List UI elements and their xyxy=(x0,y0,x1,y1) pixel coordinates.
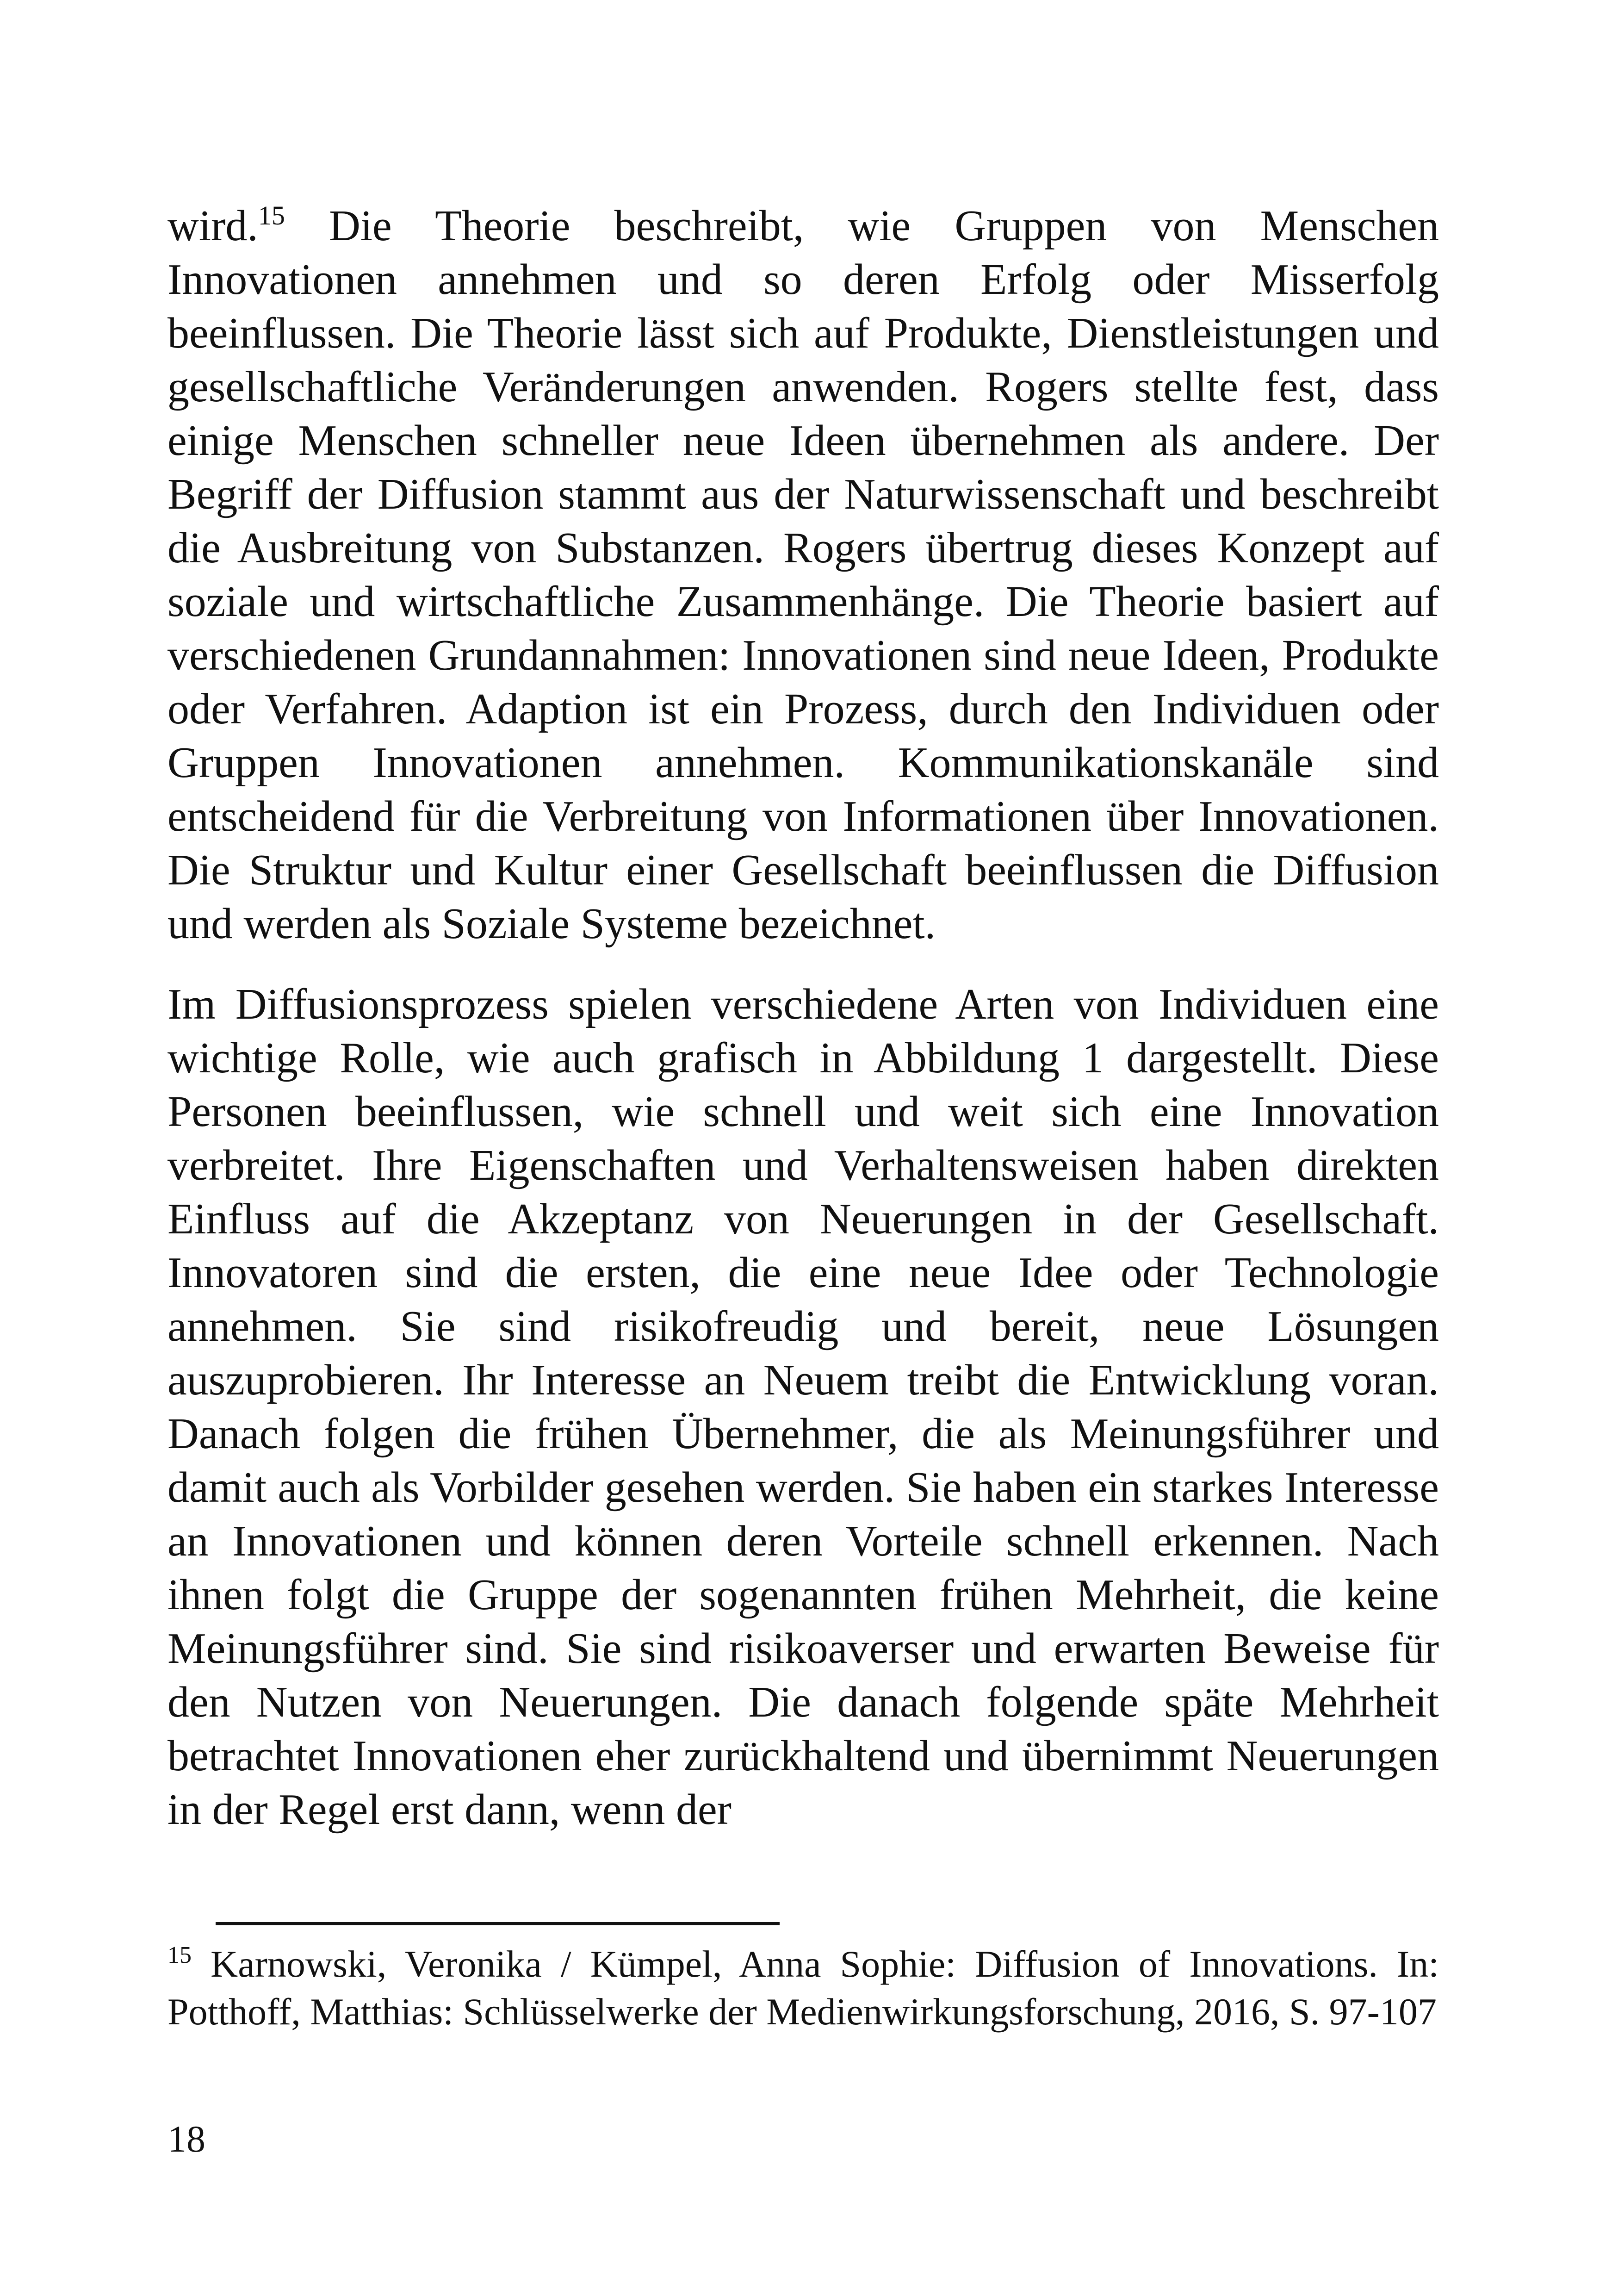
footnote-text: Karnowski, Veronika / Kümpel, Anna Sophie: Diffusion of Innovations. In: Potthoff, Matthias: Schlüsselwerke der Medienwirkungsforschung, 2016, S. 97-107 xyxy=(167,1943,1439,2033)
paragraph-text: Die Theorie beschreibt, wie Gruppen von Menschen Innovationen annehmen und so deren Erfolg oder Misserfolg beeinflussen. Die Theorie lässt sich auf Produkte, Dienstleistungen und gesellschaftliche Veränderungen anwenden. Rogers stellte fest, dass einige Menschen schneller neue Ideen übernehmen als andere. Der Begriff der Diffusion stammt aus der Naturwissenschaft und beschreibt die Ausbreitung von Substanzen. Rogers übertrug dieses Konzept auf soziale und wirtschaftliche Zusammenhänge. Die Theorie basiert auf verschiedenen Grundannahmen: Innovationen sind neue Ideen, Produkte oder Verfahren. Adaption ist ein Prozess, durch den Individuen oder Gruppen Innovationen annehmen. Kommunikationskanäle sind entscheidend für die Verbreitung von Informationen über Innovationen. Die Struktur und Kultur einer Gesellschaft beeinflussen die Diffusion und werden als Soziale Systeme bezeichnet. xyxy=(167,202,1439,948)
main-body-text xyxy=(167,199,1439,1836)
footnote-number: 15 xyxy=(167,1942,192,1968)
footnote xyxy=(167,1940,1439,2035)
page-number: 18 xyxy=(167,2118,205,2160)
paragraph-lead-word: wird. xyxy=(167,202,258,250)
body-paragraph-2: Im Diffusionsprozess spielen verschiedene Arten von Individuen eine wichtige Rolle, wie auch grafisch in Abbildung 1 dargestellt. Diese Personen beeinflussen, wie schnell und weit sich eine Innovation verbreitet. Ihre Eigenschaften und Verhaltensweisen haben direkten Einfluss auf die Akzeptanz von Neuerungen in der Gesellschaft. Innovatoren sind die ersten, die eine neue Idee oder Technologie annehmen. Sie sind risikofreudig und bereit, neue Lösungen auszuprobieren. Ihr Interesse an Neuem treibt die Entwicklung voran. Danach folgen die frühen Übernehmer, die als Meinungsführer und damit auch als Vorbilder gesehen werden. Sie haben ein starkes Interesse an Innovationen und können deren Vorteile schnell erkennen. Nach ihnen folgt die Gruppe der sogenannten frühen Mehrheit, die keine Meinungsführer sind. Sie sind risikoaverser und erwarten Beweise für den Nutzen von Neuerungen. Die danach folgende späte Mehrheit betrachtet Innovationen eher zurückhaltend und übernimmt Neuerungen in der Regel erst dann, wenn der xyxy=(167,980,1439,1834)
footnote-divider xyxy=(216,1922,780,1925)
footnote-reference: 15 xyxy=(258,200,285,230)
body-paragraph-1 xyxy=(167,199,1439,951)
